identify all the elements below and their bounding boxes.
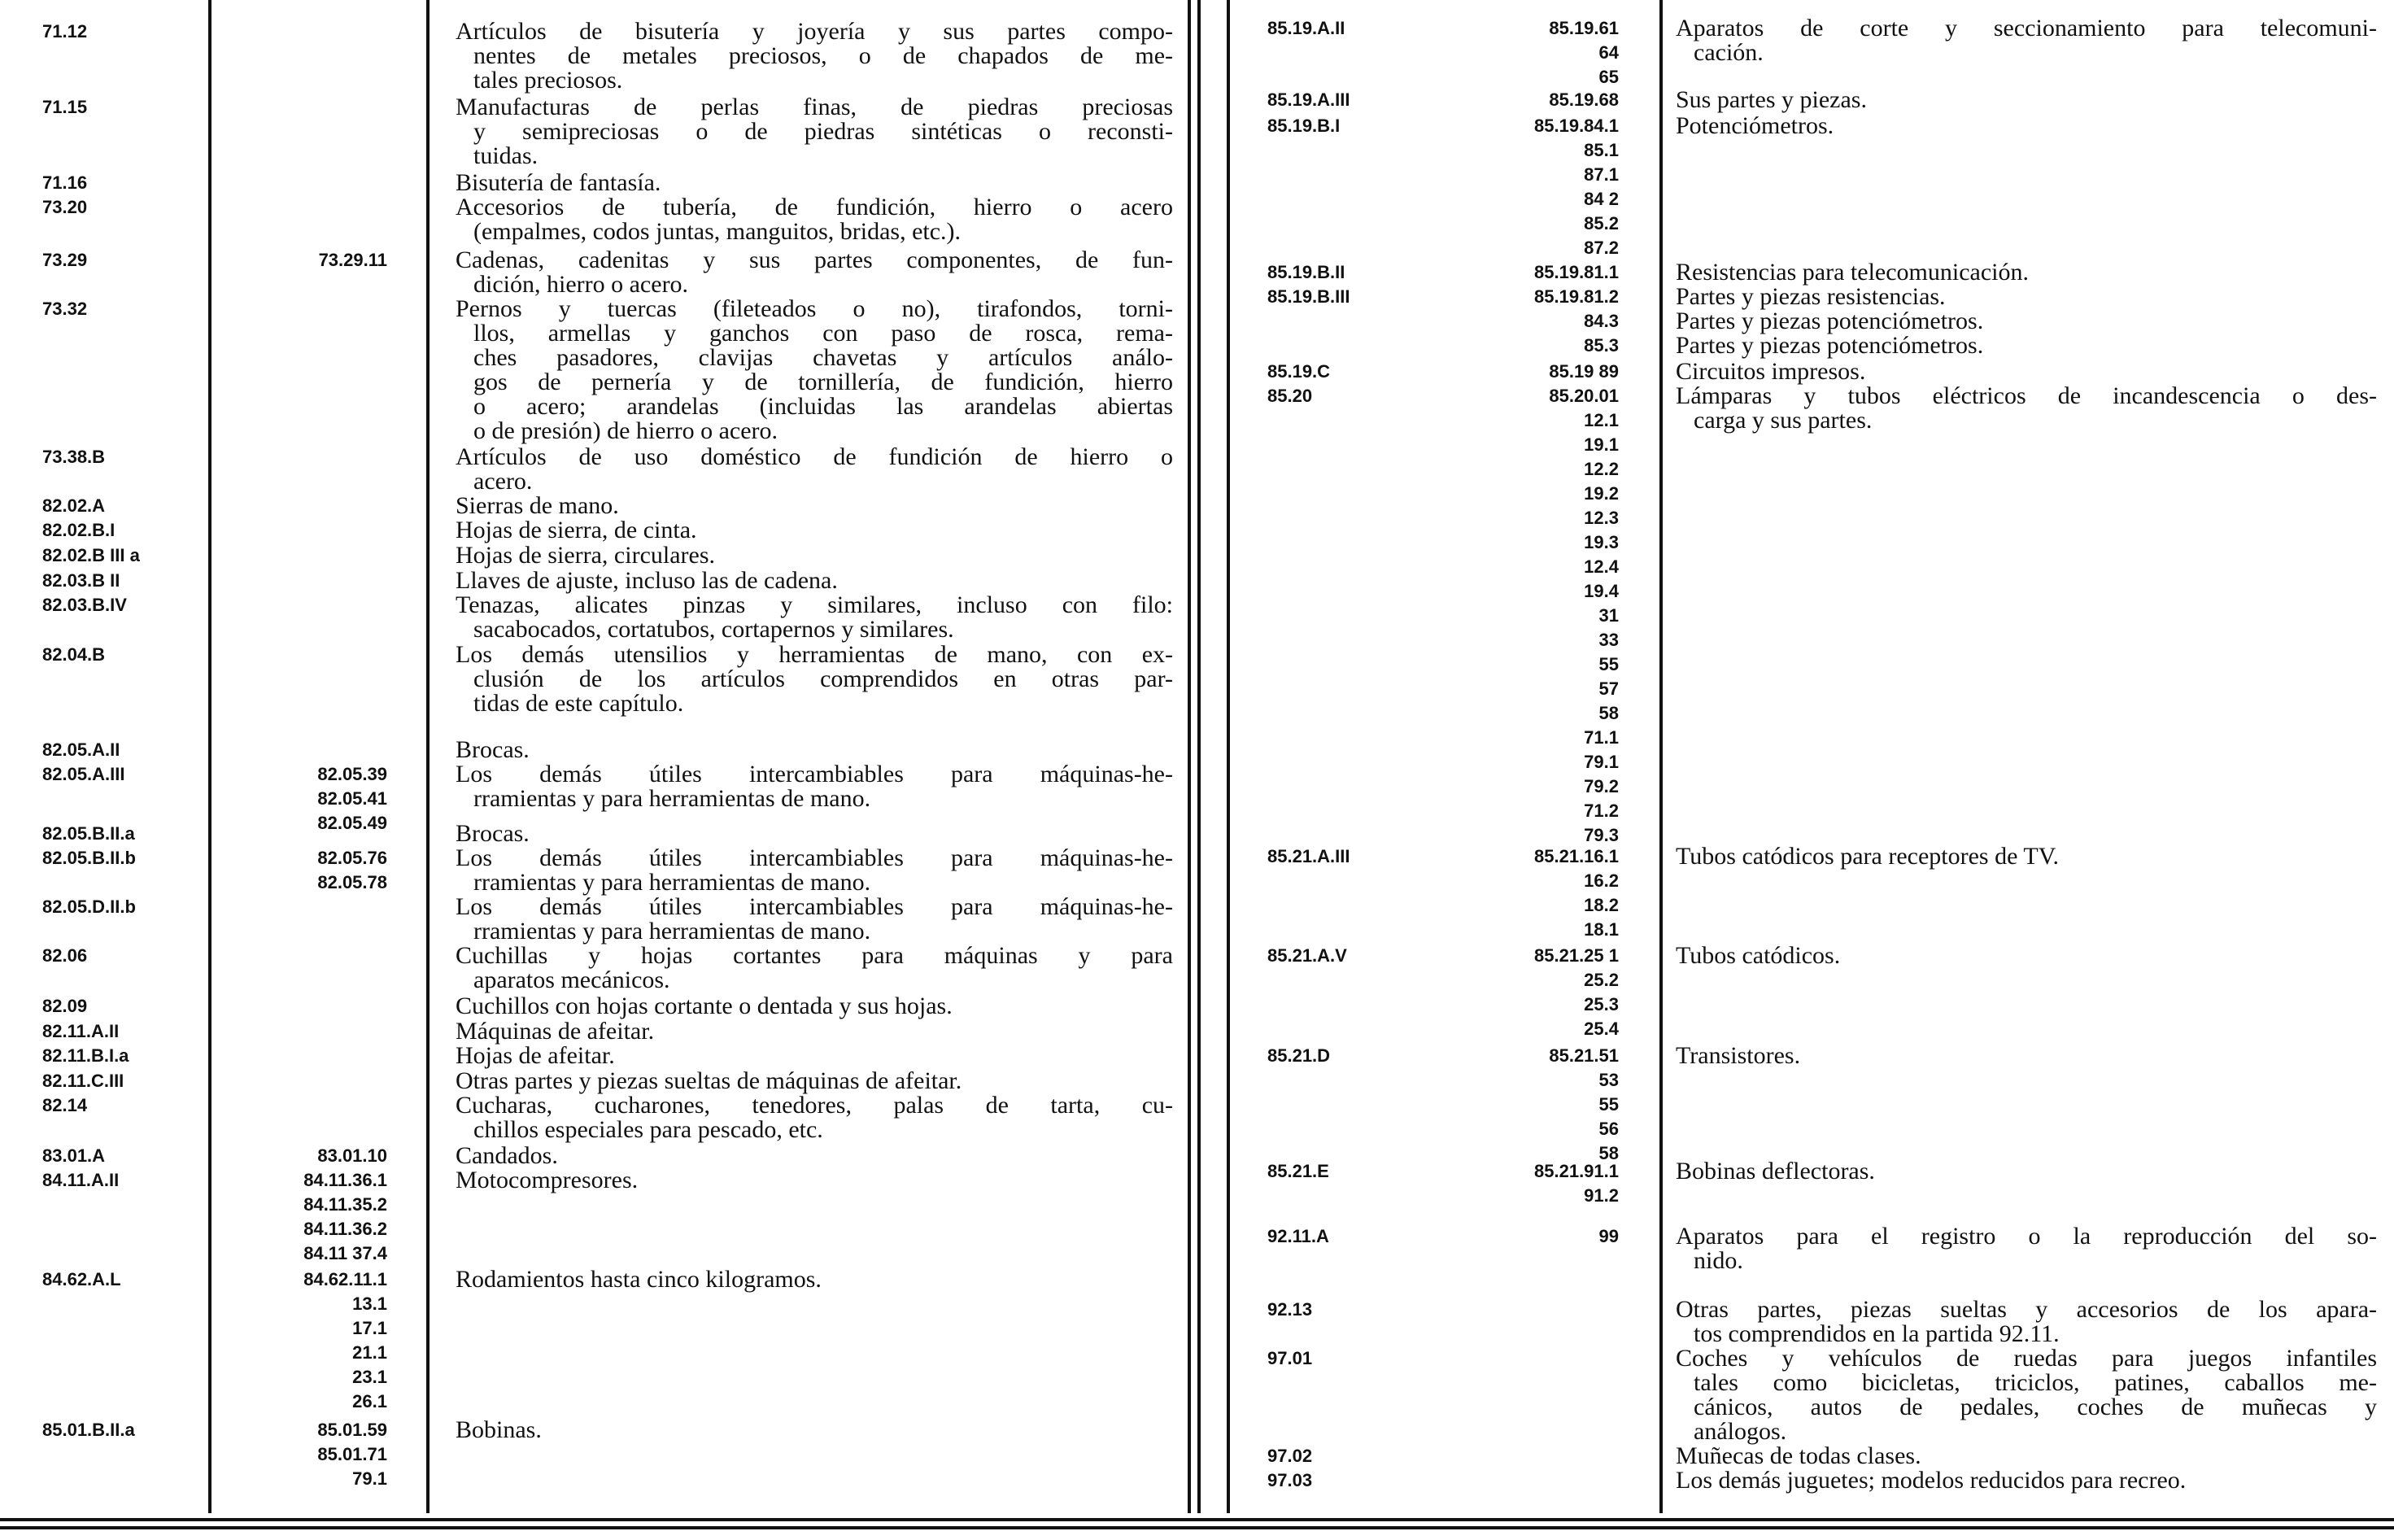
subheading-code: 33 — [1598, 630, 1619, 650]
goods-description — [456, 569, 1173, 593]
subheading-code: 12.2 — [1584, 459, 1619, 479]
description-line: dición, hierro o acero. — [473, 271, 689, 298]
subheading-code: 84.3 — [1584, 311, 1619, 331]
description-line: Manufacturas de perlas finas, de piedras preciosas — [456, 94, 1173, 120]
subheading-code: 12.3 — [1584, 508, 1619, 528]
heading-code: 82.14 — [42, 1095, 88, 1115]
subheading-code: 73.29.11 — [318, 250, 387, 270]
subheading-codes — [1480, 260, 1619, 285]
heading-code: 73.38.B — [42, 447, 106, 467]
subheading-code: 55 — [1598, 1094, 1619, 1115]
subheading-code: 85.2 — [1584, 213, 1619, 233]
heading-code: 85.21.D — [1267, 1045, 1331, 1066]
description-line: Cuchillos con hojas cortante o dentada y sus hojas. — [456, 992, 953, 1019]
description-line: o acero; arandelas (incluidas las arandelas abiertas — [473, 393, 1173, 420]
heading-code: 82.02.A — [42, 495, 106, 516]
description-line: tos comprendidos en la partida 92.11. — [1694, 1320, 2060, 1347]
goods-description — [456, 944, 1173, 992]
heading-code: 85.19.B.I — [1267, 116, 1341, 136]
center-double-rule-a — [1188, 0, 1191, 1513]
description-line: sacabocados, cortatubos, cortapernos y similares. — [473, 616, 954, 643]
goods-description — [456, 543, 1173, 568]
subheading-code: 85.1 — [1584, 140, 1619, 160]
goods-description — [1676, 1298, 2377, 1346]
description-line: ches pasadores, clavijas chavetas y artículos análo- — [473, 344, 1173, 371]
description-line: Aparatos de corte y seccionamiento para telecomuni- — [1676, 15, 2377, 41]
subheading-codes — [1480, 944, 1619, 1041]
subheading-codes — [1480, 384, 1619, 848]
heading-code: 85.19.C — [1267, 361, 1331, 382]
description-line: Artículos de uso doméstico de fundición de hierro o — [456, 443, 1173, 470]
bottom-double-rule-a — [0, 1518, 2394, 1521]
subheading-code: 19.3 — [1584, 532, 1619, 552]
goods-description — [1676, 114, 2377, 138]
bottom-double-rule-b — [0, 1526, 2394, 1529]
subheading-code: 58 — [1598, 1143, 1619, 1163]
description-line: rramientas y para herramientas de mano. — [473, 785, 871, 812]
heading-code: 85.19.B.III — [1267, 286, 1350, 307]
goods-description — [1676, 260, 2377, 285]
goods-description — [1676, 285, 2377, 358]
goods-description — [456, 846, 1173, 895]
subheading-codes — [268, 846, 387, 895]
description-line: cánicos, autos de pedales, coches de muñecas y — [1694, 1394, 2377, 1420]
subheading-code: 84.11.35.2 — [303, 1194, 387, 1215]
subheading-code: 84.11.36.1 — [303, 1170, 387, 1190]
description-line: análogos. — [1694, 1418, 1787, 1445]
description-line: Lámparas y tubos eléctricos de incandescencia o des- — [1676, 382, 2377, 409]
goods-description — [456, 248, 1173, 297]
subheading-code: 83.01.10 — [317, 1145, 387, 1166]
left-tariff-table — [0, 0, 1188, 1505]
subheading-code: 84.11.36.2 — [303, 1219, 387, 1239]
goods-description — [456, 445, 1173, 494]
subheading-code: 85.19.81.2 — [1534, 286, 1619, 307]
subheading-code: 13.1 — [352, 1294, 387, 1314]
subheading-codes — [268, 1144, 387, 1168]
center-double-rule-b — [1197, 0, 1201, 1513]
subheading-code: 53 — [1598, 1070, 1619, 1090]
subheading-code: 19.2 — [1584, 483, 1619, 504]
subheading-code: 25.2 — [1584, 970, 1619, 990]
description-line: rramientas y para herramientas de mano. — [473, 918, 871, 945]
goods-description — [456, 297, 1173, 443]
heading-code: 97.02 — [1267, 1446, 1313, 1466]
description-line: acero. — [473, 468, 533, 495]
subheading-code: 85.19.81.1 — [1534, 262, 1619, 282]
right-tariff-table — [1204, 0, 2394, 1505]
subheading-code: 85.21.51 — [1549, 1045, 1619, 1066]
heading-code: 85.20 — [1267, 386, 1313, 406]
subheading-code: 12.1 — [1584, 410, 1619, 430]
goods-description — [456, 994, 1173, 1019]
heading-code: 83.01.A — [42, 1145, 106, 1166]
heading-code: 84.11.A.II — [42, 1170, 120, 1190]
description-line: Pernos y tuercas (fileteados o no), tirafondos, torni- — [456, 295, 1173, 322]
subheading-codes — [1480, 16, 1619, 89]
subheading-code: 85.19 89 — [1549, 361, 1619, 382]
heading-code: 84.62.A.L — [42, 1269, 121, 1289]
heading-code: 82.06 — [42, 945, 88, 966]
subheading-codes — [1480, 285, 1619, 358]
subheading-code: 25.3 — [1584, 994, 1619, 1014]
goods-description — [456, 1019, 1173, 1044]
subheading-code: 16.2 — [1584, 870, 1619, 891]
description-line: Artículos de bisutería y joyería y sus partes compo- — [456, 18, 1173, 45]
subheading-code: 84.62.11.1 — [303, 1269, 387, 1289]
description-line: Partes y piezas potenciómetros. — [1676, 332, 1984, 359]
goods-description — [456, 494, 1173, 518]
goods-description — [456, 95, 1173, 168]
heading-code: 71.16 — [42, 172, 88, 193]
heading-code: 82.05.B.II.a — [42, 823, 135, 844]
subheading-code: 82.05.76 — [317, 848, 387, 868]
subheading-code: 18.1 — [1584, 919, 1619, 940]
description-line: tuidas. — [473, 142, 539, 169]
description-line: Aparatos para el registro o la reproducción del so- — [1676, 1223, 2377, 1250]
description-line: o de presión) de hierro o acero. — [473, 417, 778, 444]
description-line: (empalmes, codos juntas, manguitos, bridas, etc.). — [473, 218, 962, 245]
subheading-code: 85.19.68 — [1549, 89, 1619, 110]
description-line: Partes y piezas potenciómetros. — [1676, 308, 1984, 334]
subheading-code: 71.1 — [1584, 727, 1619, 748]
heading-code: 82.05.A.III — [42, 764, 125, 784]
goods-description — [456, 1044, 1173, 1068]
subheading-codes — [1480, 88, 1619, 112]
subheading-code: 85.19.61 — [1549, 18, 1619, 38]
subheading-code: 64 — [1598, 42, 1619, 63]
goods-description — [456, 1267, 1173, 1292]
heading-code: 97.01 — [1267, 1348, 1313, 1368]
subheading-codes — [1480, 844, 1619, 942]
description-line: Los demás útiles intercambiables para máquinas-he- — [456, 893, 1173, 920]
subheading-code: 31 — [1598, 605, 1619, 626]
subheading-code: 79.1 — [352, 1468, 387, 1489]
subheading-code: 65 — [1598, 67, 1619, 87]
subheading-code: 58 — [1598, 703, 1619, 723]
description-line: llos, armellas y ganchos con paso de rosca, rema- — [473, 320, 1173, 347]
heading-code: 82.02.B.I — [42, 520, 116, 540]
goods-description — [456, 1093, 1173, 1142]
heading-code: 82.02.B III a — [42, 545, 140, 565]
description-line: Tubos catódicos. — [1676, 942, 1841, 969]
subheading-code: 85.01.59 — [317, 1420, 387, 1440]
goods-description — [456, 1069, 1173, 1093]
subheading-code: 84 2 — [1584, 189, 1619, 209]
goods-description — [1676, 384, 2377, 433]
subheading-code: 87.2 — [1584, 238, 1619, 258]
subheading-code: 79.3 — [1584, 825, 1619, 845]
description-line: aparatos mecánicos. — [473, 966, 670, 993]
subheading-codes — [1480, 114, 1619, 260]
heading-code: 92.11.A — [1267, 1226, 1329, 1246]
heading-code: 82.05.B.II.b — [42, 848, 136, 868]
heading-code: 82.04.B — [42, 644, 106, 665]
description-line: Los demás útiles intercambiables para máquinas-he- — [456, 844, 1173, 871]
goods-description — [456, 593, 1173, 642]
subheading-code: 56 — [1598, 1119, 1619, 1139]
heading-code: 82.11.A.II — [42, 1021, 120, 1041]
subheading-code: 91.2 — [1584, 1185, 1619, 1206]
goods-description — [1676, 1044, 2377, 1068]
description-line: Los demás juguetes; modelos reducidos para recreo. — [1676, 1467, 2187, 1494]
description-line: Tubos catódicos para receptores de TV. — [1676, 843, 2060, 870]
description-line: Brocas. — [456, 820, 530, 847]
description-line: Otras partes y piezas sueltas de máquinas de afeitar. — [456, 1067, 962, 1094]
description-line: clusión de los artículos comprendidos en otras par- — [473, 665, 1173, 692]
description-line: Tenazas, alicates pinzas y similares, incluso con filo: — [456, 591, 1173, 618]
goods-description — [456, 195, 1173, 244]
goods-description — [456, 20, 1173, 93]
description-line: Rodamientos hasta cinco kilogramos. — [456, 1266, 822, 1293]
subheading-code: 55 — [1598, 654, 1619, 674]
description-line: Hojas de sierra, circulares. — [456, 542, 716, 569]
heading-code: 97.03 — [1267, 1470, 1313, 1490]
heading-code: 85.01.B.II.a — [42, 1420, 135, 1440]
subheading-codes — [1480, 1159, 1619, 1208]
subheading-code: 71.2 — [1584, 801, 1619, 821]
goods-description — [1676, 16, 2377, 65]
subheading-code: 85.21.16.1 — [1534, 846, 1619, 866]
description-line: Partes y piezas resistencias. — [1676, 283, 1946, 310]
description-line: Bisutería de fantasía. — [456, 169, 661, 196]
description-line: nido. — [1694, 1247, 1743, 1274]
goods-description — [456, 738, 1173, 762]
heading-code: 73.29 — [42, 250, 88, 270]
subheading-codes — [1480, 1224, 1619, 1249]
heading-code: 82.11.C.III — [42, 1071, 124, 1091]
description-line: Circuitos impresos. — [1676, 358, 1866, 385]
heading-code: 71.12 — [42, 21, 88, 41]
subheading-code: 87.1 — [1584, 164, 1619, 185]
subheading-code: 21.1 — [352, 1342, 387, 1363]
heading-code: 82.09 — [42, 996, 88, 1016]
goods-description — [456, 643, 1173, 716]
description-line: tales como bicicletas, triciclos, patines, caballos me- — [1694, 1369, 2377, 1396]
goods-description — [456, 822, 1173, 846]
description-line: Coches y vehículos de ruedas para juegos infantiles — [1676, 1345, 2377, 1372]
description-line: Llaves de ajuste, incluso las de cadena. — [456, 567, 838, 594]
goods-description — [1676, 1444, 2377, 1468]
description-line: y semipreciosas o de piedras sintéticas o reconsti- — [473, 118, 1173, 145]
heading-code: 92.13 — [1267, 1299, 1313, 1320]
goods-description — [1676, 88, 2377, 112]
goods-description — [456, 1418, 1173, 1442]
description-line: Brocas. — [456, 736, 530, 763]
subheading-codes — [268, 1418, 387, 1491]
description-line: Hojas de sierra, de cinta. — [456, 517, 697, 543]
description-line: gos de pernería y de tornillería, de fundición, hierro — [473, 369, 1173, 395]
heading-code: 71.15 — [42, 97, 88, 117]
subheading-code: 82.05.49 — [317, 813, 387, 833]
goods-description — [456, 762, 1173, 811]
heading-code: 82.05.D.II.b — [42, 897, 136, 917]
goods-description — [1676, 1346, 2377, 1444]
goods-description — [456, 1168, 1173, 1193]
subheading-code: 79.1 — [1584, 752, 1619, 772]
heading-code: 85.21.E — [1267, 1161, 1329, 1181]
heading-code: 73.20 — [42, 197, 88, 217]
description-line: Bobinas deflectoras. — [1676, 1158, 1875, 1184]
heading-code: 82.05.A.II — [42, 739, 120, 760]
goods-description — [1676, 844, 2377, 869]
subheading-code: 23.1 — [352, 1367, 387, 1387]
goods-description — [456, 171, 1173, 195]
description-line: Transistores. — [1676, 1042, 1801, 1069]
subheading-code: 57 — [1598, 678, 1619, 699]
description-line: Sus partes y piezas. — [1676, 86, 1867, 113]
description-line: Otras partes, piezas sueltas y accesorios de los apara- — [1676, 1296, 2377, 1323]
description-line: nentes de metales preciosos, o de chapados de me- — [473, 42, 1173, 69]
subheading-code: 82.05.41 — [317, 788, 387, 809]
subheading-code: 85.20.01 — [1549, 386, 1619, 406]
goods-description — [1676, 1224, 2377, 1273]
description-line: Potenciómetros. — [1676, 112, 1834, 139]
subheading-code: 84.11 37.4 — [303, 1243, 387, 1263]
description-line: Muñecas de todas clases. — [1676, 1442, 1921, 1469]
subheading-code: 25.4 — [1584, 1019, 1619, 1039]
goods-description — [1676, 360, 2377, 384]
subheading-code: 19.4 — [1584, 581, 1619, 601]
description-line: Cadenas, cadenitas y sus partes componentes, de fun- — [456, 246, 1173, 273]
description-line: chillos especiales para pescado, etc. — [473, 1116, 823, 1143]
heading-code: 82.11.B.I.a — [42, 1045, 129, 1066]
description-line: Los demás utensilios y herramientas de mano, con ex- — [456, 641, 1173, 668]
goods-description — [456, 895, 1173, 944]
subheading-code: 18.2 — [1584, 895, 1619, 915]
heading-code: 82.03.B II — [42, 570, 120, 591]
goods-description — [1676, 1159, 2377, 1184]
goods-description — [456, 518, 1173, 543]
description-line: Los demás útiles intercambiables para máquinas-he- — [456, 761, 1173, 787]
heading-code: 85.19.B.II — [1267, 262, 1345, 282]
heading-code: 82.03.B.IV — [42, 595, 127, 615]
subheading-codes — [268, 1168, 387, 1266]
subheading-codes — [268, 1267, 387, 1414]
heading-code: 85.21.A.V — [1267, 945, 1347, 966]
description-line: Bobinas. — [456, 1416, 542, 1443]
description-line: Máquinas de afeitar. — [456, 1018, 655, 1045]
description-line: tales preciosos. — [473, 67, 623, 94]
subheading-code: 99 — [1598, 1226, 1619, 1246]
description-line: Accesorios de tubería, de fundición, hierro o acero — [456, 194, 1173, 220]
subheading-code: 85.3 — [1584, 335, 1619, 356]
description-line: Candados. — [456, 1142, 558, 1169]
subheading-code: 82.05.39 — [317, 764, 387, 784]
heading-code: 85.21.A.III — [1267, 846, 1350, 866]
subheading-code: 12.4 — [1584, 556, 1619, 577]
description-line: tidas de este capítulo. — [473, 690, 684, 717]
description-line: cación. — [1694, 39, 1764, 66]
description-line: Cuchillas y hojas cortantes para máquinas y para — [456, 942, 1173, 969]
subheading-code: 85.21.25 1 — [1534, 945, 1619, 966]
subheading-codes — [268, 762, 387, 835]
subheading-code: 85.21.91.1 — [1534, 1161, 1619, 1181]
description-line: Resistencias para telecomunicación. — [1676, 259, 2029, 286]
description-line: Motocompresores. — [456, 1167, 639, 1193]
description-line: carga y sus partes. — [1694, 407, 1873, 434]
subheading-code: 82.05.78 — [317, 872, 387, 892]
goods-description — [1676, 944, 2377, 968]
subheading-codes — [268, 248, 387, 273]
description-line: rramientas y para herramientas de mano. — [473, 869, 871, 896]
subheading-codes — [1480, 360, 1619, 384]
subheading-code: 19.1 — [1584, 434, 1619, 455]
subheading-code: 85.19.84.1 — [1534, 116, 1619, 136]
subheading-code: 17.1 — [352, 1318, 387, 1338]
subheading-code: 85.01.71 — [317, 1444, 387, 1464]
subheading-codes — [1480, 1044, 1619, 1166]
description-line: Sierras de mano. — [456, 492, 619, 519]
heading-code: 85.19.A.II — [1267, 18, 1345, 38]
goods-description — [456, 1144, 1173, 1168]
description-line: Cucharas, cucharones, tenedores, palas de tarta, cu- — [456, 1092, 1173, 1119]
heading-code: 73.32 — [42, 299, 88, 319]
goods-description — [1676, 1468, 2377, 1493]
heading-code: 85.19.A.III — [1267, 89, 1350, 110]
description-line: Hojas de afeitar. — [456, 1042, 615, 1069]
subheading-code: 79.2 — [1584, 776, 1619, 796]
subheading-code: 26.1 — [352, 1391, 387, 1411]
